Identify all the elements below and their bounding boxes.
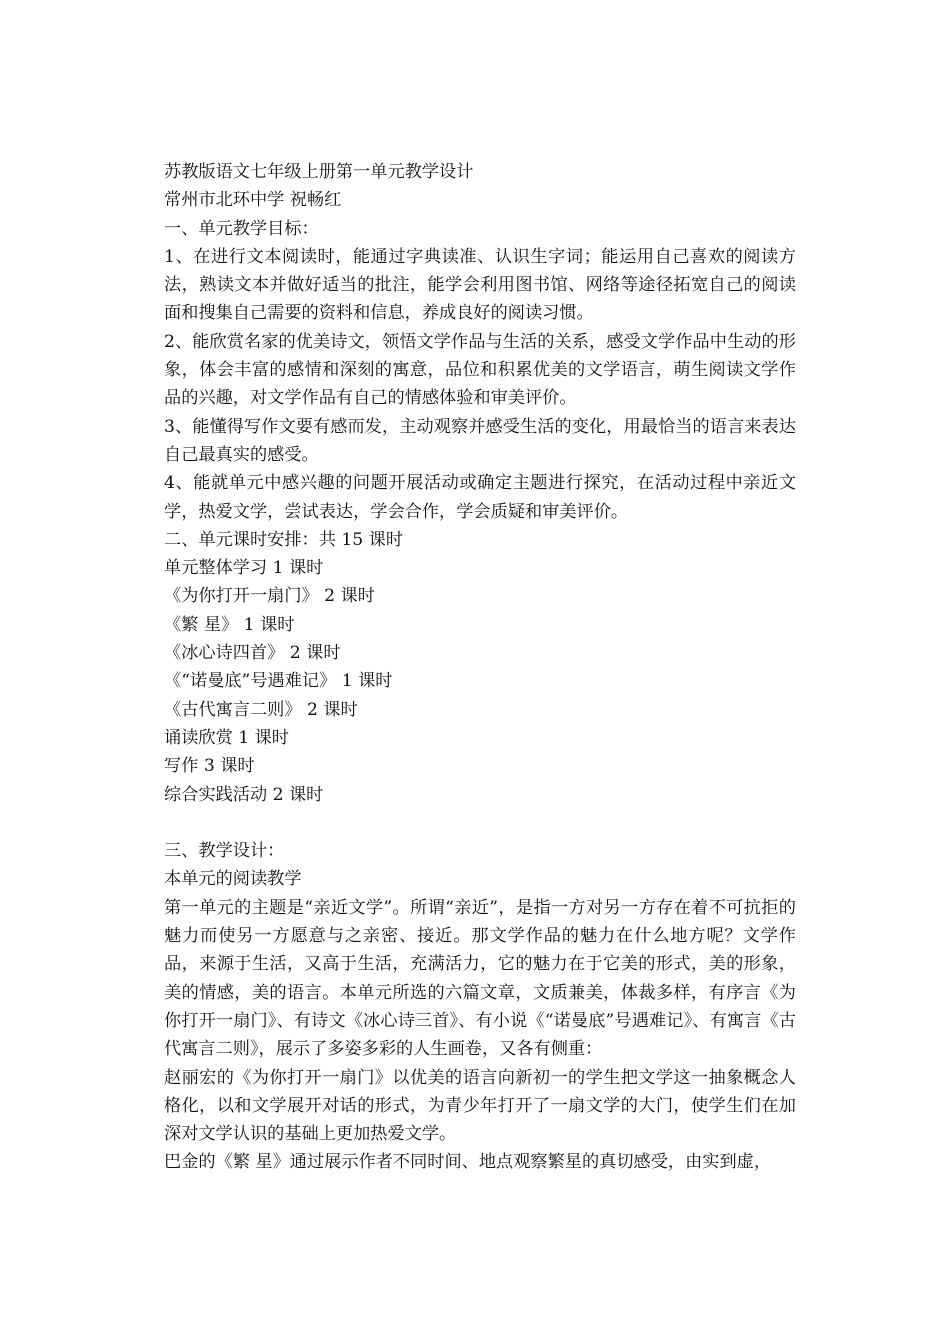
document-body — [164, 158, 796, 1177]
section-heading-objectives: 一、单元教学目标： — [164, 218, 319, 239]
section-subheading: 本单元的阅读教学 — [164, 869, 302, 890]
schedule-item: 写作 3 课时 — [164, 756, 255, 777]
schedule-item: 《为你打开一扇门》 2 课时 — [164, 586, 375, 607]
schedule-item: 单元整体学习 1 课时 — [164, 558, 324, 579]
body-paragraph: 第一单元的主题是“亲近文学”。所谓“亲近”，是指一方对另一方存在着不可抗拒的魅力而使另一方愿意与之亲密、接近。那文学作品的魅力在什么地方呢？文学作品，来源于生活，又高于生活，充满活力，它的魅力在于它美的形式，美的形象，美的情感，美的语言。本单元所选的六篇文章，文质兼美，体裁多样，有序言《为你打开一扇门》、有诗文《冰心诗三首》、有小说《“诺曼底”号遇难记》、有寓言《古代寓言二则》，展示了多姿多彩的人生画卷，又各有侧重： — [164, 897, 796, 1060]
objective-item: 2、能欣赏名家的优美诗文，领悟文学作品与生活的关系，感受文学作品中生动的形象，体会丰富的感情和深刻的寓意，品位和积累优美的文学语言，萌生阅读文学作品的兴趣，对文学作品有自己的情感体验和审美评价。 — [164, 331, 796, 409]
schedule-item: 《繁 星》 1 课时 — [164, 614, 295, 635]
schedule-item: 《冰心诗四首》 2 课时 — [164, 643, 341, 664]
document-title: 苏教版语文七年级上册第一单元教学设计 — [164, 162, 474, 182]
objective-item: 4、能就单元中感兴趣的问题开展活动或确定主题进行探究，在活动过程中亲近文学，热爱文学，尝试表达，学会合作，学会质疑和审美评价。 — [164, 473, 796, 522]
body-paragraph: 巴金的《繁 星》通过展示作者不同时间、地点观察繁星的真切感受，由实到虚， — [164, 1152, 772, 1173]
document-author: 常州市北环中学 祝畅红 — [164, 190, 342, 211]
schedule-item: 《“诺曼底”号遇难记》 1 课时 — [164, 671, 393, 692]
section-heading-design: 三、教学设计： — [164, 841, 285, 862]
blank-line — [164, 809, 796, 837]
schedule-item: 诵读欣赏 1 课时 — [164, 727, 289, 748]
section-heading-schedule: 二、单元课时安排：共 15 课时 — [164, 529, 404, 550]
body-paragraph: 赵丽宏的《为你打开一扇门》以优美的语言向新初一的学生把文学这一抽象概念人格化，以和文学展开对话的形式，为青少年打开了一扇文学的大门，使学生们在加深对文学认识的基础上更加热爱文学。 — [164, 1067, 796, 1145]
objective-item: 3、能懂得写作文要有感而发，主动观察并感受生活的变化，用最恰当的语言来表达自己最真实的感受。 — [164, 416, 796, 465]
schedule-item: 综合实践活动 2 课时 — [164, 784, 324, 805]
schedule-item: 《古代寓言二则》 2 课时 — [164, 699, 358, 720]
objective-item: 1、在进行文本阅读时，能通过字典读准、认识生字词；能运用自己喜欢的阅读方法，熟读文本并做好适当的批注，能学会利用图书馆、网络等途径拓宽自己的阅读面和搜集自己需要的资料和信息，养成良好的阅读习惯。 — [164, 246, 796, 324]
